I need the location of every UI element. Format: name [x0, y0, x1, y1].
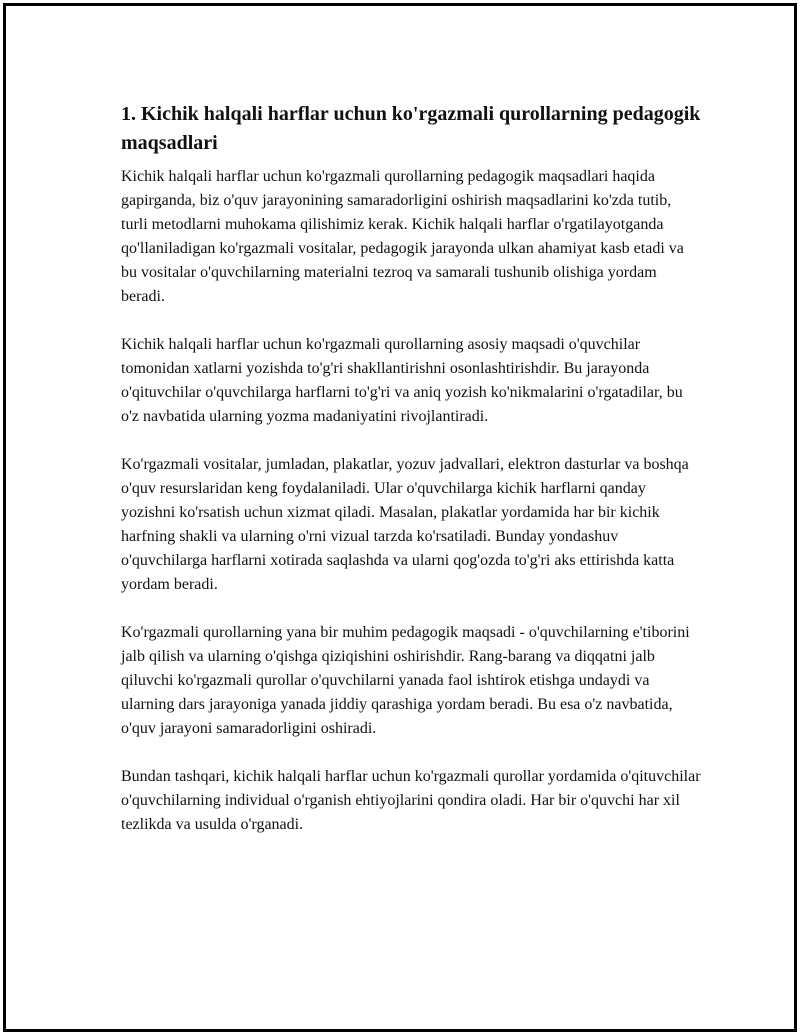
- page-frame: [3, 3, 797, 1032]
- paragraph-4: Ko'rgazmali qurollarning yana bir muhim pedagogik maqsadi - o'quvchilarning e'tiborini jalb qilish va ularning o'qishga qiziqishini oshirishdir. Rang-barang va diqqatni jalb qiluvchi ko'rgazmali qurollar o'quvchilarni yanada faol ishtirok etishga undaydi va ularning dars jarayoniga yanada jiddiy qarashiga yordam beradi. Bu esa o'z navbatida, o'quv jarayoni samaradorligini oshiradi.: [121, 624, 690, 737]
- paragraph-2: Kichik halqali harflar uchun ko'rgazmali qurollarning asosiy maqsadi o'quvchilar tomonidan xatlarni yozishda to'g'ri shakllantirishni osonlashtirishdir. Bu jarayonda o'qituvchilar o'quvchilarga harflarni to'g'ri va aniq yozish ko'nikmalarini o'rgatadilar, bu o'z navbatida ularning yozma madaniyatini rivojlantiradi.: [121, 336, 683, 425]
- document-body: [121, 100, 701, 861]
- section-heading: 1. Kichik halqali harflar uchun ko'rgazmali qurollarning pedagogik maqsadlari: [121, 103, 701, 154]
- paragraph-5: Bundan tashqari, kichik halqali harflar uchun ko'rgazmali qurollar yordamida o'qituvchilar o'quvchilarning individual o'rganish ehtiyojlarini qondira oladi. Har bir o'quvchi har xil tezlikda va usulda o'rganadi.: [121, 768, 701, 833]
- paragraph-3: Ko'rgazmali vositalar, jumladan, plakatlar, yozuv jadvallari, elektron dasturlar va boshqa o'quv resurslaridan keng foydalaniladi. Ular o'quvchilarga kichik harflarni qanday yozishni ko'rsatish uchun xizmat qiladi. Masalan, plakatlar yordamida har bir kichik harfning shakli va ularning o'rni vizual tarzda ko'rsatiladi. Bunday yondashuv o'quvchilarga harflarni xotirada saqlashda va ularni qog'ozda to'g'ri aks ettirishda katta yordam beradi.: [121, 456, 689, 593]
- paragraph-1: Kichik halqali harflar uchun ko'rgazmali qurollarning pedagogik maqsadlari haqida gapirganda, biz o'quv jarayonining samaradorligini oshirish maqsadlarini ko'zda tutib, turli metodlarni muhokama qilishimiz kerak. Kichik halqali harflar o'rgatilayotganda qo'llaniladigan ko'rgazmali vositalar, pedagogik jarayonda ulkan ahamiyat kasb etadi va bu vositalar o'quvchilarning materialni tezroq va samarali tushunib olishiga yordam beradi.: [121, 168, 684, 305]
